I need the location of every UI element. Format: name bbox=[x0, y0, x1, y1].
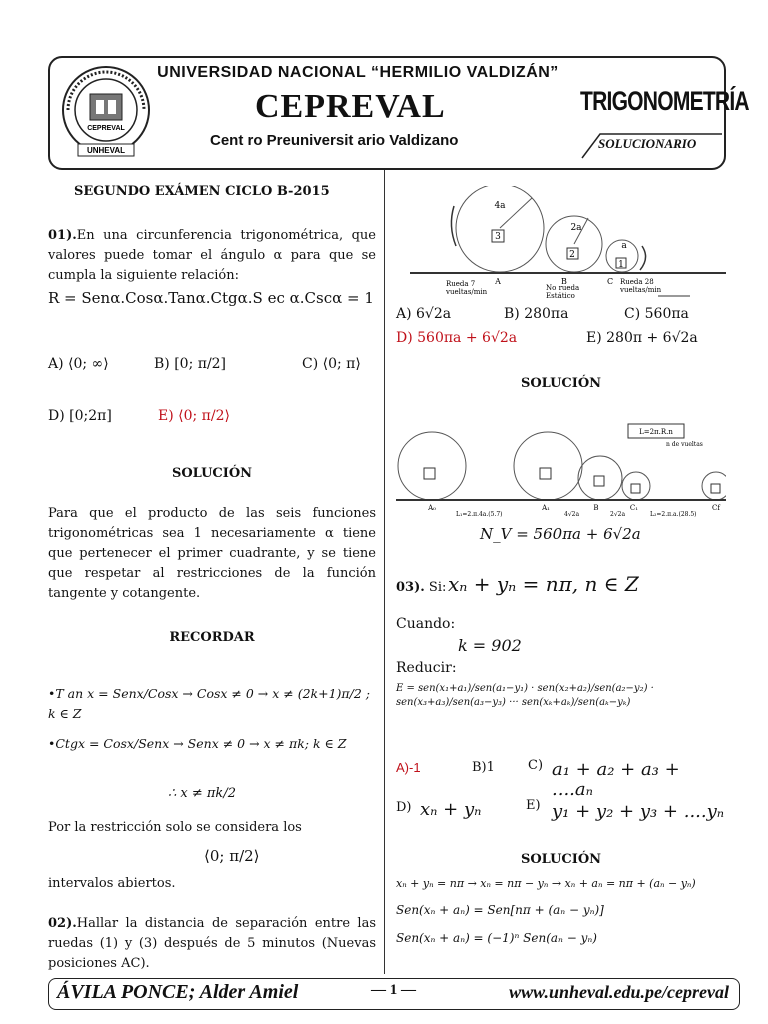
q3-option-e: y₁ + y₂ + y₃ + ....yₙ bbox=[552, 801, 725, 822]
author-name: ÁVILA PONCE; Alder Amiel bbox=[57, 981, 299, 1003]
fig1-radius-3: 4a bbox=[494, 201, 506, 211]
restriction-text: Por la restricción solo se considera los bbox=[48, 820, 302, 835]
fig2-point-a1: A₁ bbox=[542, 504, 550, 512]
q3-option-e-label: E) bbox=[526, 798, 541, 813]
cotangent-restriction: •Ctgx = Cosx/Senx → Senx ≠ 0 → x ≠ πk; k ∈ Z bbox=[48, 736, 347, 751]
open-interval: ⟨0; π/2⟩ bbox=[204, 847, 260, 865]
question-3-si: Si: bbox=[428, 580, 447, 595]
fig1-wheel-3: 3 bbox=[495, 232, 501, 242]
solution-title: SOLUCIÓN bbox=[171, 466, 253, 481]
therefore-line: ∴ x ≠ πk/2 bbox=[168, 786, 236, 801]
cuando-label: Cuando: bbox=[396, 616, 456, 632]
fig1-estatico: Estático bbox=[546, 292, 575, 298]
nv-result: N_V = 560πa + 6√2a bbox=[480, 525, 641, 543]
footer-url: www.unheval.edu.pe/cepreval bbox=[509, 982, 729, 1002]
solution-2-title: SOLUCIÓN bbox=[520, 376, 602, 391]
brand-subtitle: Cent ro Preuniversit ario Valdizano bbox=[210, 132, 459, 149]
page-number: — 1 — bbox=[371, 982, 416, 998]
question-3 bbox=[396, 578, 446, 598]
fig1-vueltas28: vueltas/min bbox=[620, 286, 662, 294]
exam-title: SEGUNDO EXÁMEN CICLO B-2015 bbox=[74, 184, 330, 199]
q3-option-a-answer: A)-1 bbox=[396, 760, 421, 775]
q3-option-d-label: D) bbox=[396, 800, 412, 815]
fig2-point-c1: C₁ bbox=[629, 504, 639, 512]
fig2-vueltas: n de vueltas bbox=[666, 441, 703, 448]
tangent-restriction: •T an x = Senx/Cosx → Cosx ≠ 0 → x ≠ (2k+1)π/2 ; k ∈ Z bbox=[48, 686, 370, 721]
fig2-mid: 4√2a bbox=[564, 511, 580, 518]
subject-title: TRIGONOMETRÍA bbox=[580, 86, 749, 116]
fig2-l2: L₂=2.π.a.(28.5) bbox=[650, 511, 697, 518]
solution-3-line-3: Sen(xₙ + aₙ) = (−1)ⁿ Sen(aₙ − yₙ) bbox=[396, 931, 597, 945]
question-1-number: 01). bbox=[48, 228, 77, 243]
solution-3-line-2: Sen(xₙ + aₙ) = Sen[nπ + (aₙ − yₙ)] bbox=[396, 903, 604, 917]
reducir-label: Reducir: bbox=[396, 660, 457, 676]
fig2-point-cf: Cf bbox=[712, 504, 720, 512]
fig1-no-rueda: No rueda bbox=[546, 284, 580, 292]
solution-text: Para que el producto de las seis funciones trigonométricas sea 1 necesariamente α tiene que pertenecer el primer cuadrante, y se tiene que respetar al restricciones de la función tangente y cotangente. bbox=[48, 506, 376, 601]
question-1-text: En una circunferencia trigonométrica, que valores puede tomar el ángulo α para que se cumpla la siguiente relación: bbox=[48, 228, 376, 283]
question-1-formula: R = Senα.Cosα.Tanα.Ctgα.S ec α.Cscα = 1 bbox=[48, 289, 374, 307]
university-seal-logo bbox=[60, 64, 152, 158]
q3-option-b: B)1 bbox=[472, 760, 495, 775]
q2-option-d-answer: D) 560πa + 6√2a bbox=[396, 330, 518, 346]
k-value: k = 902 bbox=[458, 636, 522, 655]
q1-option-c: C) ⟨0; π⟩ bbox=[302, 356, 361, 372]
subject-subtitle: SOLUCIONARIO bbox=[598, 136, 697, 151]
fig1-point-a: A bbox=[495, 277, 501, 286]
q1-option-a: A) ⟨0; ∞⟩ bbox=[48, 356, 109, 372]
q3-option-c-label: C) bbox=[528, 758, 544, 773]
fig2-l1: L₁=2.π.4a.(5.7) bbox=[456, 511, 503, 518]
q2-option-b: B) 280πa bbox=[504, 306, 569, 322]
fig1-wheel-1: 1 bbox=[618, 260, 624, 270]
q1-option-e-answer: E) ⟨0; π/2⟩ bbox=[158, 408, 230, 424]
question-2-number: 02). bbox=[48, 916, 77, 931]
fig2-formula-box: L=2π.R.n bbox=[639, 428, 673, 436]
question-3-number: 03). bbox=[396, 580, 425, 595]
fig1-radius-2: 2a bbox=[570, 223, 582, 233]
q2-option-a: A) 6√2a bbox=[396, 306, 452, 322]
wheels-figure-1 bbox=[410, 186, 726, 298]
fig1-vueltas7: vueltas/min bbox=[446, 288, 488, 296]
fig1-rueda28: Rueda 28 bbox=[620, 278, 654, 286]
page-footer bbox=[48, 978, 740, 1010]
university-name: UNIVERSIDAD NACIONAL “HERMILIO VALDIZÁN” bbox=[157, 64, 559, 81]
fig1-radius-1: a bbox=[621, 241, 627, 251]
brand-title: CEPREVAL bbox=[255, 88, 446, 125]
q1-option-b: B) [0; π/2] bbox=[154, 356, 227, 372]
fig1-point-b: B bbox=[561, 277, 567, 286]
q2-option-c: C) 560πa bbox=[624, 306, 689, 322]
q3-option-c: a₁ + a₂ + a₃ + ....aₙ bbox=[552, 759, 680, 800]
solution-3-line-1: xₙ + yₙ = nπ → xₙ = nπ − yₙ → xₙ + aₙ = nπ + (aₙ − yₙ) bbox=[396, 877, 696, 890]
q1-option-d: D) [0;2π] bbox=[48, 408, 112, 424]
fig1-point-c: C bbox=[606, 277, 614, 286]
column-divider bbox=[384, 170, 385, 974]
question-2 bbox=[48, 914, 376, 974]
fig2-point-a0: A₀ bbox=[428, 504, 436, 512]
seal-bottom-text: UNHEVAL bbox=[86, 146, 126, 155]
page-header bbox=[48, 56, 749, 170]
open-intervals-text: intervalos abiertos. bbox=[48, 876, 176, 891]
e-expression: E = sen(x₁+a₁)/sen(a₁−y₁) · sen(x₂+a₂)/sen(a₂−y₂) · sen(x₃+a₃)/sen(a₃−y₃) ··· sen(xₖ+aₖ)/sen(aₖ−yₖ) bbox=[396, 683, 654, 708]
wheels-figure-2 bbox=[396, 418, 726, 518]
q3-option-d: xₙ + yₙ bbox=[420, 799, 482, 820]
q2-option-e: E) 280π + 6√2a bbox=[586, 330, 698, 346]
fig1-rueda7: Rueda 7 bbox=[446, 280, 476, 288]
fig1-wheel-2: 2 bbox=[569, 250, 575, 260]
fig2-mid2: 2√2a bbox=[610, 511, 626, 518]
question-1 bbox=[48, 226, 376, 286]
fig2-point-b: B bbox=[593, 504, 599, 512]
recordar-title: RECORDAR bbox=[169, 630, 255, 645]
seal-short-text: CEPREVAL bbox=[87, 125, 125, 132]
solution-3-title: SOLUCIÓN bbox=[520, 852, 602, 867]
question-3-formula: xₙ + yₙ = nπ, n ∈ Z bbox=[448, 572, 639, 596]
question-2-text: Hallar la distancia de separación entre las ruedas (1) y (3) después de 5 minutos (Nuevas posiciones AC). bbox=[48, 916, 376, 971]
